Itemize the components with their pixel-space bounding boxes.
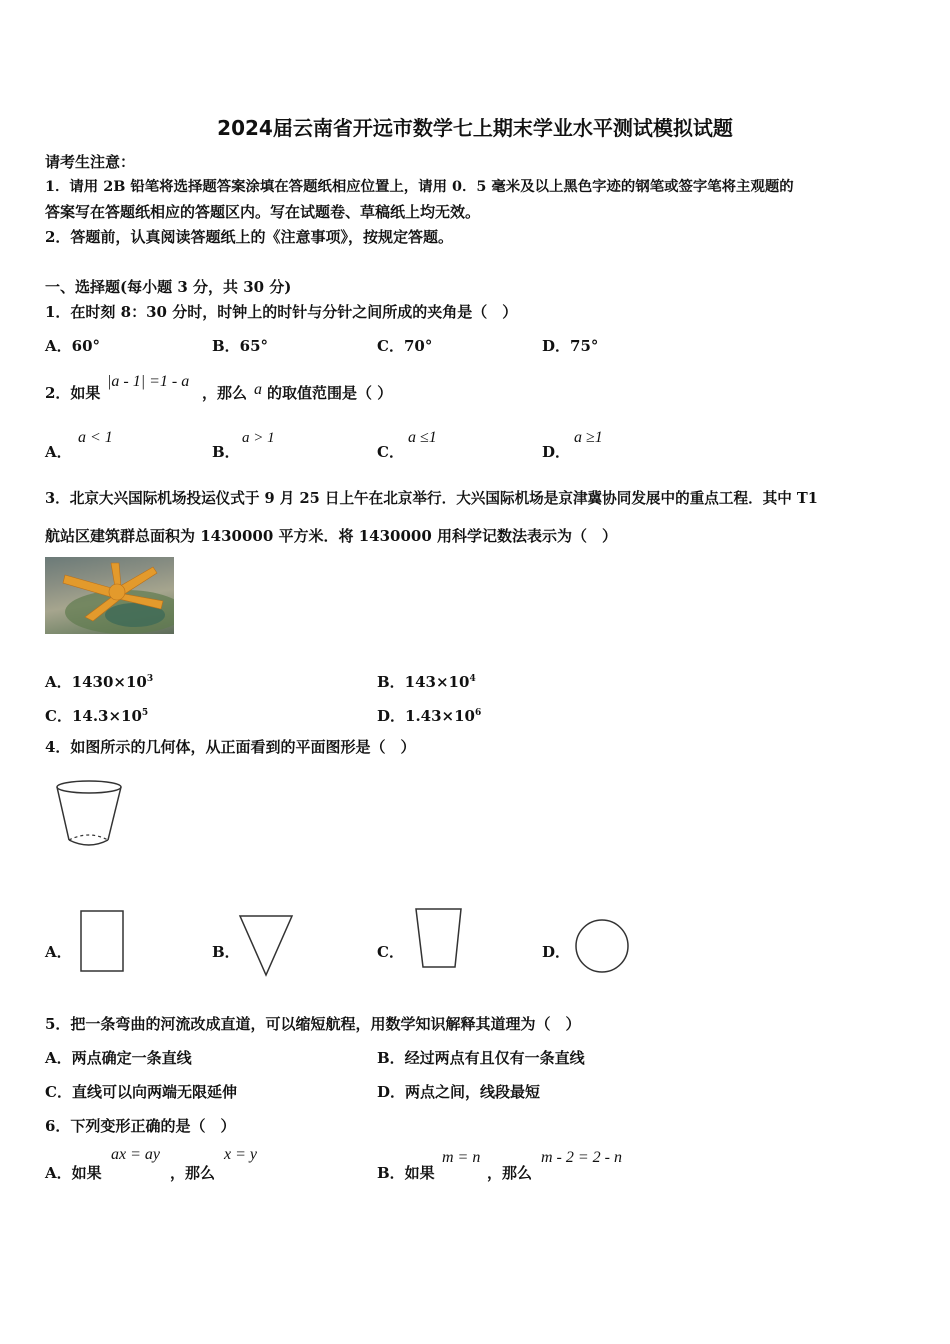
q2-option-d-label[interactable]: D． — [542, 443, 571, 461]
q5-option-d[interactable]: D．两点之间，线段最短 — [377, 1083, 541, 1101]
q6-option-b-result: m - 2 = 2 - n — [541, 1149, 623, 1166]
q3-option-a-base: A．1430×10 — [45, 673, 147, 691]
q3-option-a[interactable] — [45, 669, 153, 692]
q3-option-c[interactable] — [45, 703, 148, 726]
inverted-triangle-shape — [237, 912, 297, 978]
q3-option-c-base: C．14.3×10 — [45, 707, 142, 725]
q3-option-b-exponent: 4 — [469, 674, 476, 684]
q4-option-c-label[interactable]: C． — [377, 943, 404, 961]
notice-heading: 请考生注意： — [45, 153, 136, 171]
q5-stem: 5．把一条弯曲的河流改成直道，可以缩短航程，用数学知识解释其道理为（ ） — [45, 1015, 581, 1033]
q4-option-d-label[interactable]: D． — [542, 943, 571, 961]
q1-option-c[interactable]: C．70° — [377, 337, 433, 355]
notice-line-1: 1．请用 2B 铅笔将选择题答案涂填在答题纸相应位置上，请用 0．5 毫米及以上黑色字迹的钢笔或签字笔将主观题的 — [45, 178, 794, 195]
q6-option-b-prefix[interactable]: B．如果 — [377, 1164, 435, 1182]
q2-option-b-expr: a > 1 — [242, 430, 275, 446]
q2-option-c-expr: a ≤1 — [408, 429, 437, 446]
frustum-cup-figure — [52, 776, 132, 856]
q3-option-b-base: B．143×10 — [377, 673, 470, 691]
section-heading: 一、选择题(每小题 3 分，共 30 分) — [45, 278, 292, 296]
q6-option-a-prefix[interactable]: A．如果 — [45, 1164, 102, 1182]
q3-option-d[interactable] — [377, 703, 481, 726]
q1-option-d[interactable]: D．75° — [542, 337, 599, 355]
q5-option-b[interactable]: B．经过两点有且仅有一条直线 — [377, 1049, 585, 1067]
q3-stem-line-2: 航站区建筑群总面积为 1430000 平方米．将 1430000 用科学记数法表示为（ ） — [45, 527, 618, 545]
notice-line-1b: 答案写在答题纸相应的答题区内。写在试题卷、草稿纸上均无效。 — [45, 203, 481, 221]
q2-option-a-label[interactable]: A． — [45, 443, 72, 461]
q3-option-c-exponent: 5 — [141, 708, 149, 718]
q2-suffix: 的取值范围是（ ） — [267, 384, 393, 402]
q3-option-a-exponent: 3 — [146, 674, 154, 684]
page-title: 2024届云南省开远市数学七上期末学业水平测试模拟试题 — [217, 116, 733, 140]
q2-equation: |a - 1| =1 - a — [107, 373, 190, 390]
q3-stem-line-1: 3．北京大兴国际机场投运仪式于 9 月 25 日上午在北京举行．大兴国际机场是京津冀协同发展中的重点工程．其中 T1 — [45, 490, 818, 507]
q6-option-b-then: ，那么 — [487, 1164, 533, 1182]
q2-mid: ，那么 — [202, 384, 248, 402]
q4-option-a-label[interactable]: A． — [45, 943, 72, 961]
q3-option-d-exponent: 6 — [474, 708, 482, 718]
rectangle-shape — [78, 908, 128, 974]
q4-stem: 4．如图所示的几何体，从正面看到的平面图形是（ ） — [45, 738, 416, 756]
trapezoid-shape — [413, 905, 465, 971]
q2-option-c-label[interactable]: C． — [377, 443, 404, 461]
q6-option-a-then: ，那么 — [170, 1164, 216, 1182]
q2-option-b-label[interactable]: B． — [212, 443, 240, 461]
q6-option-a-result: x = y — [224, 1146, 257, 1163]
q4-option-b-label[interactable]: B． — [212, 943, 240, 961]
q6-option-a-condition: ax = ay — [111, 1146, 160, 1163]
q5-option-a[interactable]: A．两点确定一条直线 — [45, 1049, 192, 1067]
q1-option-b[interactable]: B．65° — [212, 337, 269, 355]
notice-line-2: 2．答题前，认真阅读答题纸上的《注意事项》，按规定答题。 — [45, 228, 453, 246]
q6-stem: 6．下列变形正确的是（ ） — [45, 1117, 236, 1135]
q6-option-b-condition: m = n — [442, 1149, 481, 1166]
q2-option-a-expr: a < 1 — [78, 429, 113, 446]
q2-variable: a — [254, 381, 262, 398]
circle-shape — [572, 917, 632, 977]
q1-stem: 1．在时刻 8：30 分时，时钟上的时针与分针之间所成的夹角是（ ） — [45, 303, 518, 321]
q1-option-a[interactable]: A．60° — [45, 337, 101, 355]
q3-option-b[interactable] — [377, 669, 476, 692]
q2-option-d-expr: a ≥1 — [574, 429, 603, 446]
q2-prefix: 2．如果 — [45, 384, 101, 402]
q3-option-d-base: D．1.43×10 — [377, 707, 475, 725]
airport-photo — [45, 557, 174, 634]
q5-option-c[interactable]: C．直线可以向两端无限延伸 — [45, 1083, 237, 1101]
